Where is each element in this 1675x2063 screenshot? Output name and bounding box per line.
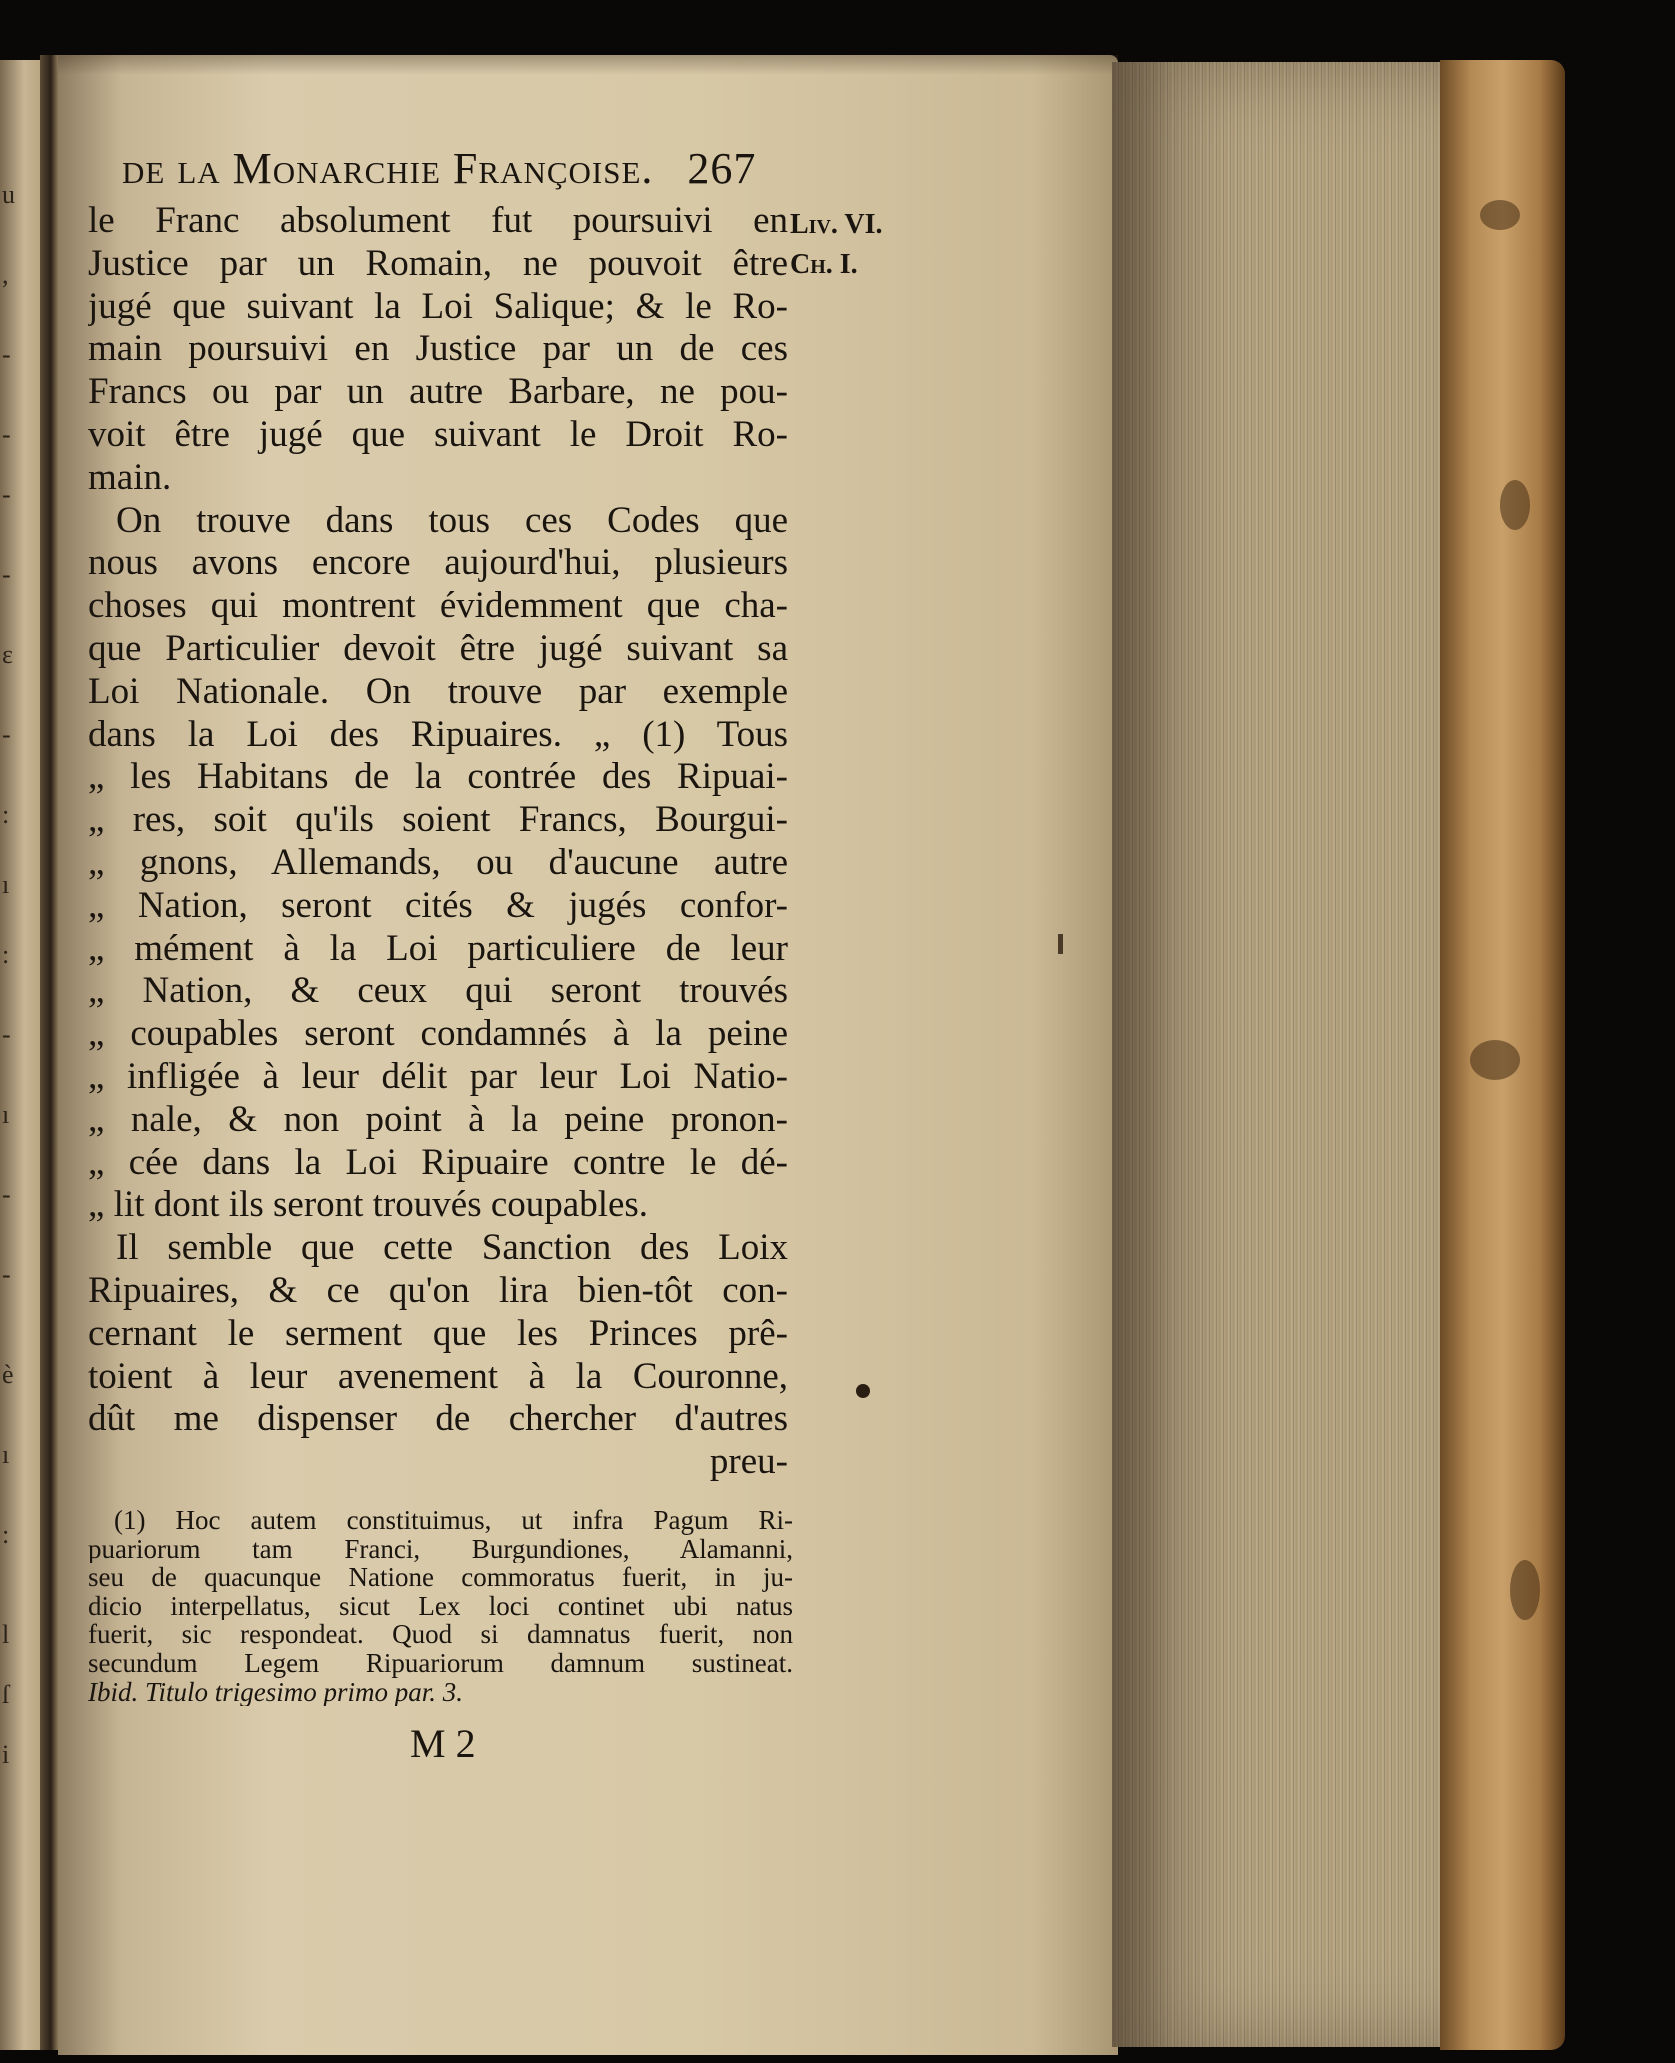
body-line: Ripuaires, & ce qu'on lira bien-tôt con- (88, 1269, 788, 1311)
body-line: „ infligée à leur délit par leur Loi Natio- (88, 1055, 788, 1097)
body-line: nous avons encore aujourd'hui, plusieurs (88, 542, 788, 584)
body-line: „ nale, & non point à la peine pronon- (88, 1098, 788, 1140)
page-number: 267 (687, 144, 757, 193)
footnote-line: secundum Legem Ripuariorum damnum sustineat. (88, 1648, 793, 1678)
body-line: „ gnons, Allemands, ou d'aucune autre (88, 841, 788, 883)
body-line: main poursuivi en Justice par un de ces (88, 328, 788, 370)
footnote (88, 1506, 793, 1706)
body-text (88, 200, 788, 1484)
body-line: „ les Habitans de la contrée des Ripuai- (88, 756, 788, 798)
margin-note (790, 205, 910, 285)
body-line: „ mément à la Loi particuliere de leur (88, 927, 788, 969)
ink-spot (856, 1384, 870, 1398)
body-line: On trouve dans tous ces Codes que (116, 499, 788, 541)
margin-note-chapter: Ch. I. (790, 249, 858, 280)
footnote-line: seu de quacunque Natione commoratus fuerit, in ju- (88, 1563, 793, 1592)
footnote-line: (1) Hoc autem constituimus, ut infra Pagum Ri- (114, 1506, 793, 1535)
body-line: main. (88, 456, 172, 498)
body-line: voit être jugé que suivant le Droit Ro- (88, 413, 788, 455)
page-block-shadow (1112, 62, 1172, 2047)
body-line: dans la Loi des Ripuaires. „ (1) Tous (88, 713, 788, 755)
body-line: „ Nation, & ceux qui seront trouvés (88, 970, 788, 1012)
body-line: Loi Nationale. On trouve par exemple (88, 670, 788, 712)
body-line: dût me dispenser de chercher d'autres (88, 1398, 788, 1440)
leather-cover (1440, 60, 1565, 2050)
body-line: cernant le serment que les Princes prê- (88, 1312, 788, 1354)
body-line: Justice par un Romain, ne pouvoit être (88, 242, 788, 284)
margin-note-book: Liv. VI. (790, 209, 883, 240)
footnote-line: puariorum tam Franci, Burgundiones, Alamanni, (88, 1534, 793, 1564)
gutter (40, 55, 58, 2050)
body-line: „ res, soit qu'ils soient Francs, Bourgui- (88, 799, 788, 841)
body-line: que Particulier devoit être jugé suivant sa (88, 627, 788, 669)
body-line: toient à leur avenement à la Couronne, (88, 1355, 788, 1397)
signature-mark: M 2 (410, 1721, 476, 1766)
ink-mark (1058, 934, 1063, 954)
body-line: preu- (709, 1441, 788, 1483)
page-top-shadow (58, 55, 1118, 75)
body-line: choses qui montrent évidemment que cha- (88, 585, 788, 627)
body-line: „ lit dont ils seront trouvés coupables. (88, 1184, 649, 1226)
running-header (122, 143, 822, 203)
facing-page-letter-fragments: u , - - - - ɛ - : ı : - ı - - è ı : l ſ i (2, 180, 15, 1769)
body-line: jugé que suivant la Loi Salique; & le Ro- (88, 285, 788, 327)
footnote-line: fuerit, sic respondeat. Quod si damnatus fuerit, non (88, 1620, 793, 1649)
footnote-line: dicio interpellatus, sicut Lex loci continet ubi natus (88, 1591, 793, 1621)
body-line: Francs ou par un autre Barbare, ne pou- (88, 371, 788, 413)
body-line: „ cée dans la Loi Ripuaire contre le dé- (88, 1141, 788, 1183)
body-line: „ coupables seront condamnés à la peine (88, 1013, 788, 1055)
body-line: Il semble que cette Sanction des Loix (116, 1227, 788, 1269)
footnote-line: Ibid. Titulo trigesimo primo par. 3. (88, 1677, 464, 1707)
running-title: de la Monarchie Françoise. (122, 144, 654, 193)
body-line: le Franc absolument fut poursuivi en (88, 200, 788, 241)
body-line: „ Nation, seront cités & jugés confor- (88, 884, 788, 926)
